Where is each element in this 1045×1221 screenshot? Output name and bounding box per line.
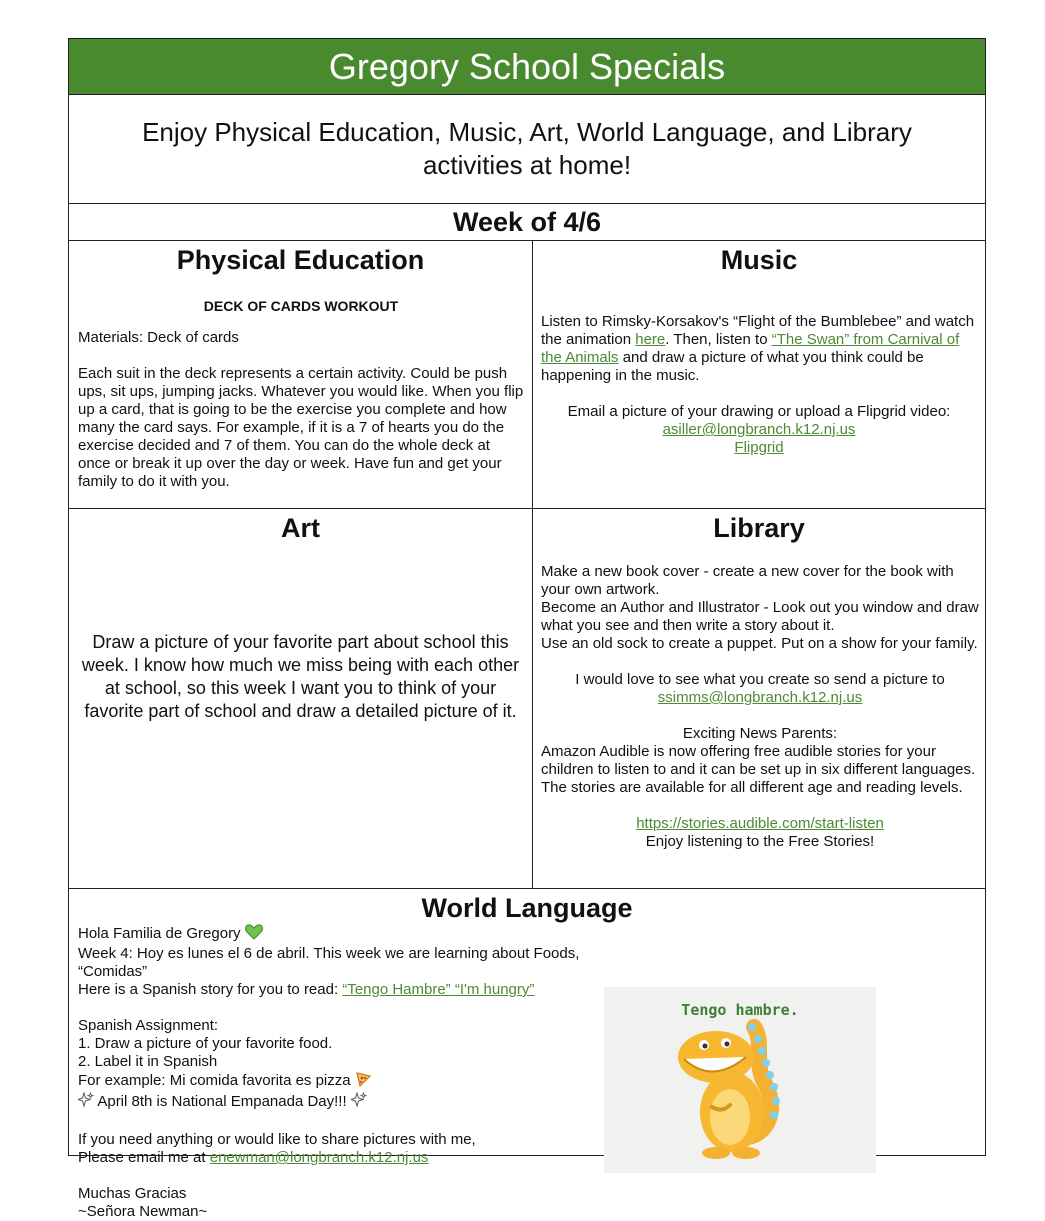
music-heading: Music: [720, 245, 798, 275]
greeting-text: Hola Familia de Gregory: [78, 925, 241, 942]
specials-sheet: [68, 38, 986, 1220]
world-language-section: [69, 889, 985, 1220]
swan-link[interactable]: “The Swan” from Carnival of the Animals: [541, 331, 960, 366]
music-body: [541, 313, 977, 457]
music-email-link[interactable]: asiller@longbranch.k12.nj.us: [662, 421, 856, 438]
assignment-step: 1. Draw a picture of your favorite food.: [78, 1035, 333, 1052]
flipgrid-link[interactable]: Flipgrid: [734, 439, 784, 456]
library-item: Use an old sock to create a puppet. Put on a show for your family.: [541, 635, 978, 652]
pe-heading: Physical Education: [176, 245, 425, 275]
news-heading: Exciting News Parents:: [682, 725, 838, 742]
page-subtitle: Enjoy Physical Education, Music, Art, World Language, and Library activities at home!: [69, 94, 985, 204]
assignment-heading: Spanish Assignment:: [78, 1017, 219, 1034]
enjoy-text: Enjoy listening to the Free Stories!: [645, 833, 875, 850]
week-label: Week of 4/6: [69, 204, 985, 241]
pe-subheading: DECK OF CARDS WORKOUT: [203, 298, 399, 314]
art-heading: Art: [281, 513, 320, 543]
library-section: [533, 509, 985, 889]
music-instructions: [541, 313, 977, 385]
spanish-story-link[interactable]: “Tengo Hambre” “I'm hungry”: [342, 981, 535, 998]
library-item: Make a new book cover - create a new cover for the book with your own artwork.: [541, 563, 954, 598]
pe-body: [78, 297, 524, 491]
example-text: For example: Mi comida favorita es pizza: [78, 1072, 355, 1089]
sparkles-icon: [78, 1092, 94, 1113]
tengo-hambre-image: [604, 987, 876, 1173]
assignment-step: 2. Label it in Spanish: [78, 1053, 218, 1070]
library-send-prompt: I would love to see what you create so send a picture to: [575, 671, 945, 688]
empanada-text: April 8th is National Empanada Day!!!: [97, 1093, 347, 1110]
teacher-email-link[interactable]: enewman@longbranch.k12.nj.us: [209, 1149, 429, 1166]
art-body: Draw a picture of your favorite part about school this week. I know how much we miss being with each other at school, so this week I want you to think of your favorite part of school and draw a detailed picture of it.: [81, 632, 520, 721]
library-body: [541, 563, 979, 851]
library-heading: Library: [713, 513, 805, 543]
music-text-b: . Then, listen to: [665, 331, 772, 348]
greeting: [78, 924, 598, 945]
world-language-heading: World Language: [421, 893, 633, 923]
music-email-prompt: Email a picture of your drawing or upload a Flipgrid video:: [567, 403, 951, 420]
pizza-icon: [355, 1071, 371, 1092]
green-heart-icon: [245, 924, 263, 945]
music-section: [533, 241, 985, 509]
signature-text: ~Señora Newman~: [78, 1203, 208, 1220]
thanks-text: Muchas Gracias: [78, 1185, 187, 1202]
animation-link[interactable]: here: [635, 331, 666, 348]
news-body: Amazon Audible is now offering free audible stories for your children to listen to and it can be set up in six different languages. The stories are available for all different age and reading levels.: [541, 743, 976, 796]
music-text-a: Listen to Rimsky-Korsakov's “Flight of the Bumblebee” and watch the animation: [541, 313, 975, 348]
library-email-link[interactable]: ssimms@longbranch.k12.nj.us: [657, 689, 863, 706]
week-line: Week 4: Hoy es lunes el 6 de abril. This week we are learning about Foods, “Comidas”: [78, 945, 580, 980]
art-section: [69, 509, 533, 889]
audible-link[interactable]: https://stories.audible.com/start-listen: [636, 815, 884, 832]
pe-materials: Materials: Deck of cards: [78, 329, 239, 346]
image-caption: Tengo hambre.: [681, 1001, 799, 1019]
library-item: Become an Author and Illustrator - Look out you window and draw what you see and then write a story about it.: [541, 599, 979, 634]
contact-prefix: Please email me at: [78, 1149, 210, 1166]
pe-instructions: Each suit in the deck represents a certain activity. Could be push ups, sit ups, jumping jacks. Whatever you would like. When you flip up a card, that is going to be the exercise you complete and how many the card says. For example, if it is a 7 of hearts you do the exercise decided and 7 of them. You can do the whole deck at once or break it up over the day or week. Have fun and get your family to do it with you.: [78, 365, 524, 490]
story-prefix: Here is a Spanish story for you to read:: [78, 981, 343, 998]
contact-line: If you need anything or would like to share pictures with me,: [78, 1131, 476, 1148]
world-language-body: [78, 924, 598, 1221]
music-text-c: and draw a picture of what you think could be happening in the music.: [541, 349, 924, 384]
sparkles-icon: [351, 1092, 367, 1113]
page-title: Gregory School Specials: [69, 39, 985, 95]
pe-section: [69, 241, 533, 509]
dinosaur-illustration: [604, 987, 876, 1173]
